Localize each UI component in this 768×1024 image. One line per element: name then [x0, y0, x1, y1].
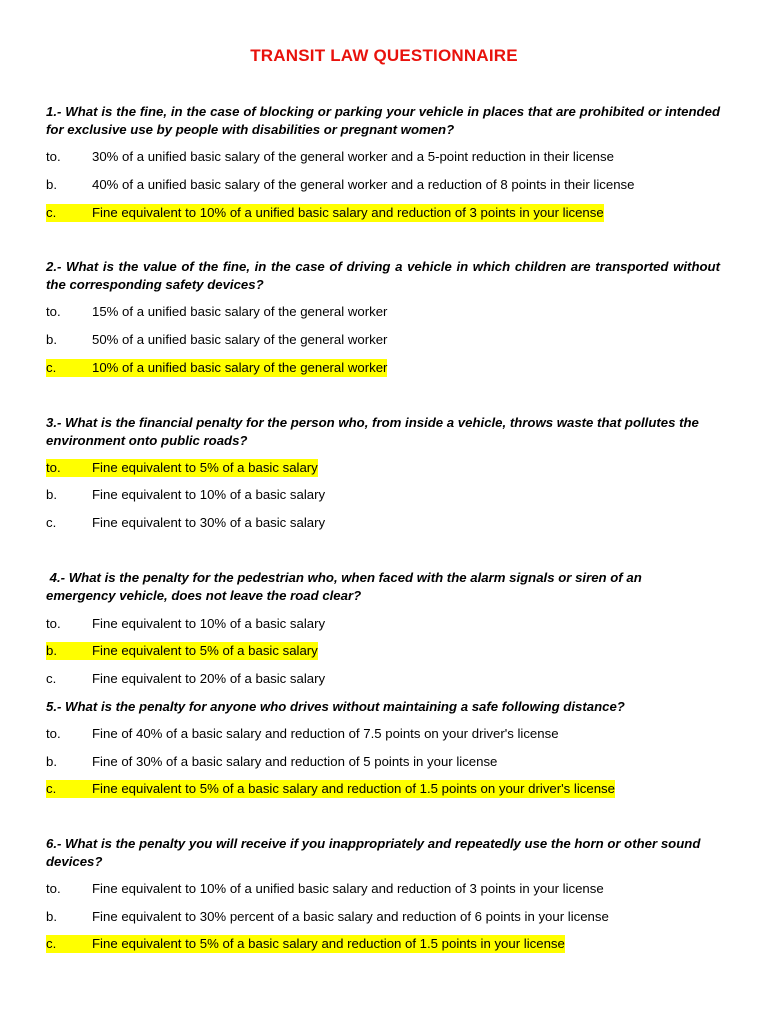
option-letter: c. — [46, 205, 57, 220]
question-1-option-a — [46, 148, 614, 166]
option-text: Fine equivalent to 5% of a basic salary and reduction of 1.5 points on your driver's license — [92, 781, 615, 796]
option-letter: to. — [46, 460, 61, 475]
option-letter: b. — [46, 754, 57, 769]
option-text: Fine equivalent to 30% of a basic salary — [92, 515, 326, 530]
option-text: Fine equivalent to 5% of a basic salary and reduction of 1.5 points in your license — [92, 936, 565, 951]
option-letter: to. — [46, 726, 61, 741]
question-2-text: 2.- What is the value of the fine, in the case of driving a vehicle in which children are transported without the corresponding safety devices? — [46, 259, 720, 292]
question-6-option-c-highlighted — [46, 935, 565, 953]
option-letter: b. — [46, 332, 57, 347]
option-text: 15% of a unified basic salary of the general worker — [92, 304, 388, 319]
option-text: Fine equivalent to 10% of a basic salary — [92, 487, 326, 502]
question-3-option-a-highlighted — [46, 459, 318, 477]
option-text: Fine equivalent to 5% of a basic salary — [92, 643, 318, 658]
question-4-option-b-highlighted — [46, 642, 318, 660]
option-text: 40% of a unified basic salary of the general worker and a reduction of 8 points in their license — [92, 177, 635, 192]
option-text: 10% of a unified basic salary of the general worker — [92, 360, 388, 375]
option-letter: b. — [46, 909, 57, 924]
question-5-text: 5.- What is the penalty for anyone who drives without maintaining a safe following distance? — [46, 699, 625, 714]
option-letter: c. — [46, 936, 57, 951]
option-letter: c. — [46, 360, 57, 375]
option-text: Fine equivalent to 10% of a unified basic salary and reduction of 3 points in your license — [92, 881, 604, 896]
question-4-text: 4.- What is the penalty for the pedestrian who, when faced with the alarm signals or siren of an emergency vehicle, does not leave the road clear? — [46, 570, 646, 603]
option-text: Fine equivalent to 10% of a basic salary — [92, 616, 326, 631]
option-text: Fine of 40% of a basic salary and reduction of 7.5 points on your driver's license — [92, 726, 559, 741]
question-5-option-c-highlighted — [46, 780, 615, 798]
option-letter: to. — [46, 149, 61, 164]
option-text: Fine of 30% of a basic salary and reduction of 5 points in your license — [92, 754, 498, 769]
question-6-text: 6.- What is the penalty you will receive if you inappropriately and repeatedly use the horn or other sound devices? — [46, 836, 701, 869]
option-text: Fine equivalent to 30% percent of a basic salary and reduction of 6 points in your license — [92, 909, 609, 924]
page-title: TRANSIT LAW QUESTIONNAIRE — [250, 46, 518, 65]
question-6-option-a — [46, 880, 604, 898]
question-5-option-a — [46, 725, 559, 743]
question-4-option-c — [46, 670, 325, 688]
option-text: Fine equivalent to 20% of a basic salary — [92, 671, 326, 686]
option-letter: b. — [46, 487, 57, 502]
option-text: Fine equivalent to 5% of a basic salary — [92, 460, 318, 475]
question-6-option-b — [46, 908, 609, 926]
option-letter: to. — [46, 616, 61, 631]
question-1-option-c-highlighted — [46, 204, 604, 222]
option-letter: b. — [46, 643, 57, 658]
option-text: 50% of a unified basic salary of the general worker — [92, 332, 388, 347]
question-3-option-b — [46, 486, 325, 504]
question-3-text: 3.- What is the financial penalty for the person who, from inside a vehicle, throws waste that pollutes the environment onto public roads? — [46, 415, 699, 448]
question-2-option-c-highlighted — [46, 359, 387, 377]
question-5-option-b — [46, 753, 497, 771]
option-text: Fine equivalent to 10% of a unified basic salary and reduction of 3 points in your license — [92, 205, 604, 220]
question-1-text: 1.- What is the fine, in the case of blocking or parking your vehicle in places that are prohibited or intended for exclusive use by people with disabilities or pregnant women? — [46, 104, 720, 137]
option-letter: to. — [46, 881, 61, 896]
question-1-option-b — [46, 176, 634, 194]
question-2-option-a — [46, 303, 387, 321]
question-2-option-b — [46, 331, 387, 349]
option-letter: b. — [46, 177, 57, 192]
option-letter: to. — [46, 304, 61, 319]
option-letter: c. — [46, 671, 57, 686]
option-letter: c. — [46, 781, 57, 796]
question-4-option-a — [46, 615, 325, 633]
question-3-option-c — [46, 514, 325, 532]
option-letter: c. — [46, 515, 57, 530]
option-text: 30% of a unified basic salary of the general worker and a 5-point reduction in their license — [92, 149, 614, 164]
